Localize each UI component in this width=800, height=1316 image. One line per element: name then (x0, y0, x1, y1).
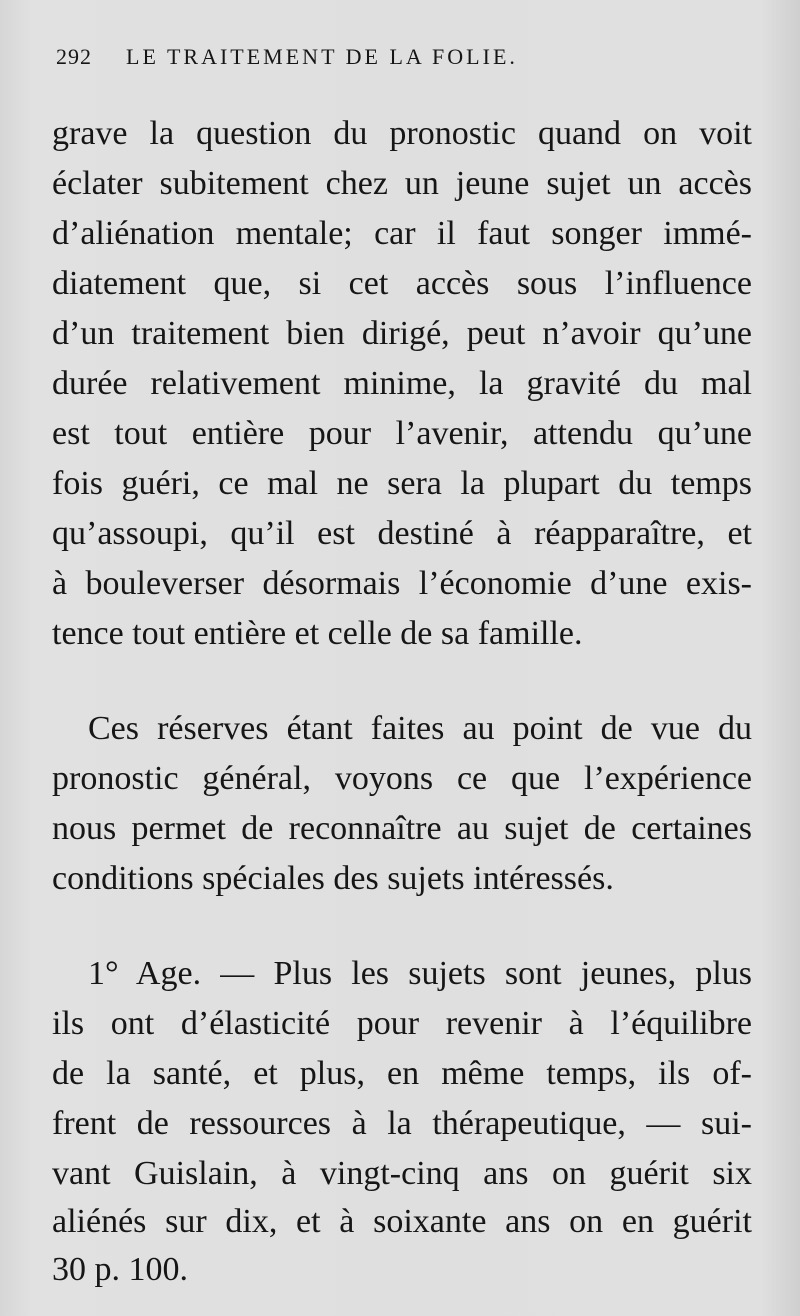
paragraph-1-line-6: durée relativement minime, la gravité du mal (52, 365, 752, 402)
running-head (56, 44, 676, 80)
paragraph-3-line-4: frent de ressources à la thérapeutique, — sui- (52, 1105, 752, 1142)
paragraph-2-line-1: Ces réserves étant faites au point de vue du (88, 710, 752, 747)
paragraph-1-line-11: tence tout entière et celle de sa famille. (52, 615, 583, 652)
paragraph-3-line-5: vant Guislain, à vingt-cinq ans on guérit six (52, 1155, 752, 1192)
paragraph-2-line-3: nous permet de reconnaître au sujet de certaines (52, 810, 752, 847)
paragraph-1-line-9: qu’assoupi, qu’il est destiné à réapparaître, et (52, 515, 752, 552)
paragraph-3-line-1: 1° Age. — Plus les sujets sont jeunes, plus (88, 955, 752, 992)
paragraph-1-line-8: fois guéri, ce mal ne sera la plupart du temps (52, 465, 752, 502)
paragraph-3-line-7: 30 p. 100. (52, 1251, 188, 1288)
paragraph-1-line-3: d’aliénation mentale; car il faut songer immé- (52, 215, 752, 252)
paragraph-1-line-2: éclater subitement chez un jeune sujet un accès (52, 165, 752, 202)
paragraph-2-line-4: conditions spéciales des sujets intéressés. (52, 860, 614, 897)
paragraph-3-line-3: de la santé, et plus, en même temps, ils of- (52, 1055, 752, 1092)
paragraph-1-line-5: d’un traitement bien dirigé, peut n’avoir qu’une (52, 315, 752, 352)
paragraph-1-line-4: diatement que, si cet accès sous l’influence (52, 265, 752, 302)
paragraph-2-line-2: pronostic général, voyons ce que l’expérience (52, 760, 752, 797)
running-title: LE TRAITEMENT DE LA FOLIE. (126, 44, 518, 69)
paragraph-1-line-7: est tout entière pour l’avenir, attendu qu’une (52, 415, 752, 452)
paragraph-1-line-10: à bouleverser désormais l’économie d’une exis- (52, 565, 752, 602)
page-number: 292 (56, 44, 92, 69)
paragraph-1-line-1: grave la question du pronostic quand on voit (52, 115, 752, 152)
paragraph-3-line-2: ils ont d’élasticité pour revenir à l’équilibre (52, 1005, 752, 1042)
paragraph-3-line-6: aliénés sur dix, et à soixante ans on en guérit (52, 1203, 752, 1240)
